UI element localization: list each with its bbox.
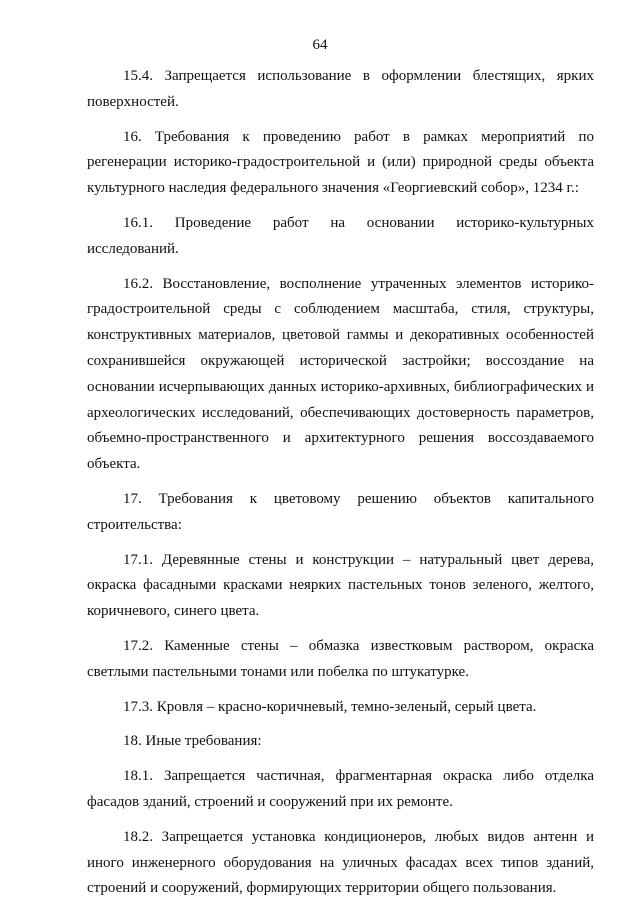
document-body — [87, 64, 594, 911]
paragraph-16: 16. Требования к проведению работ в рамках мероприятий по регенерации историко-градостроительной и (или) природной среды объекта культурного наследия федерального значения «Георгиевский собор», 1234 г.: — [87, 128, 594, 197]
paragraph-16-1: 16.1. Проведение работ на основании историко-культурных исследований. — [87, 214, 594, 257]
paragraph-18: 18. Иные требования: — [123, 733, 262, 750]
paragraph-15-4: 15.4. Запрещается использование в оформлении блестящих, ярких поверхностей. — [87, 68, 594, 110]
paragraph-17-3: 17.3. Кровля – красно-коричневый, темно-зеленый, серый цвета. — [123, 698, 537, 715]
paragraph-17-1: 17.1. Деревянные стены и конструкции – натуральный цвет дерева, окраска фасадными красками неярких пастельных тонов зеленого, желтого, коричневого, синего цвета. — [87, 551, 594, 620]
paragraph-18-2: 18.2. Запрещается установка кондиционеров, любых видов антенн и иного инженерного оборудования на уличных фасадах всех типов зданий, строений и сооружений, формирующих территории общего пользования. — [87, 828, 594, 897]
paragraph-17-2: 17.2. Каменные стены – обмазка известковым раствором, окраска светлыми пастельными тонами или побелка по штукатурке. — [87, 637, 594, 680]
paragraph-18-1: 18.1. Запрещается частичная, фрагментарная окраска либо отделка фасадов зданий, строений и сооружений при их ремонте. — [87, 768, 594, 810]
paragraph-17: 17. Требования к цветовому решению объектов капитального строительства: — [87, 490, 594, 533]
page-number: 64 — [312, 37, 328, 53]
paragraph-16-2: 16.2. Восстановление, восполнение утраченных элементов историко-градостроительной среды с соблюдением масштаба, стиля, структуры, конструктивных материалов, цветовой гаммы и декоративных особенностей сохранившейся окружающей исторической застройки; воссоздание на основании исчерпывающих данных историко-архивных, библиографических и археологических исследований, обеспечивающих достоверность параметров, объемно-пространственного и архитектурного решения воссоздаваемого объекта. — [87, 275, 594, 473]
